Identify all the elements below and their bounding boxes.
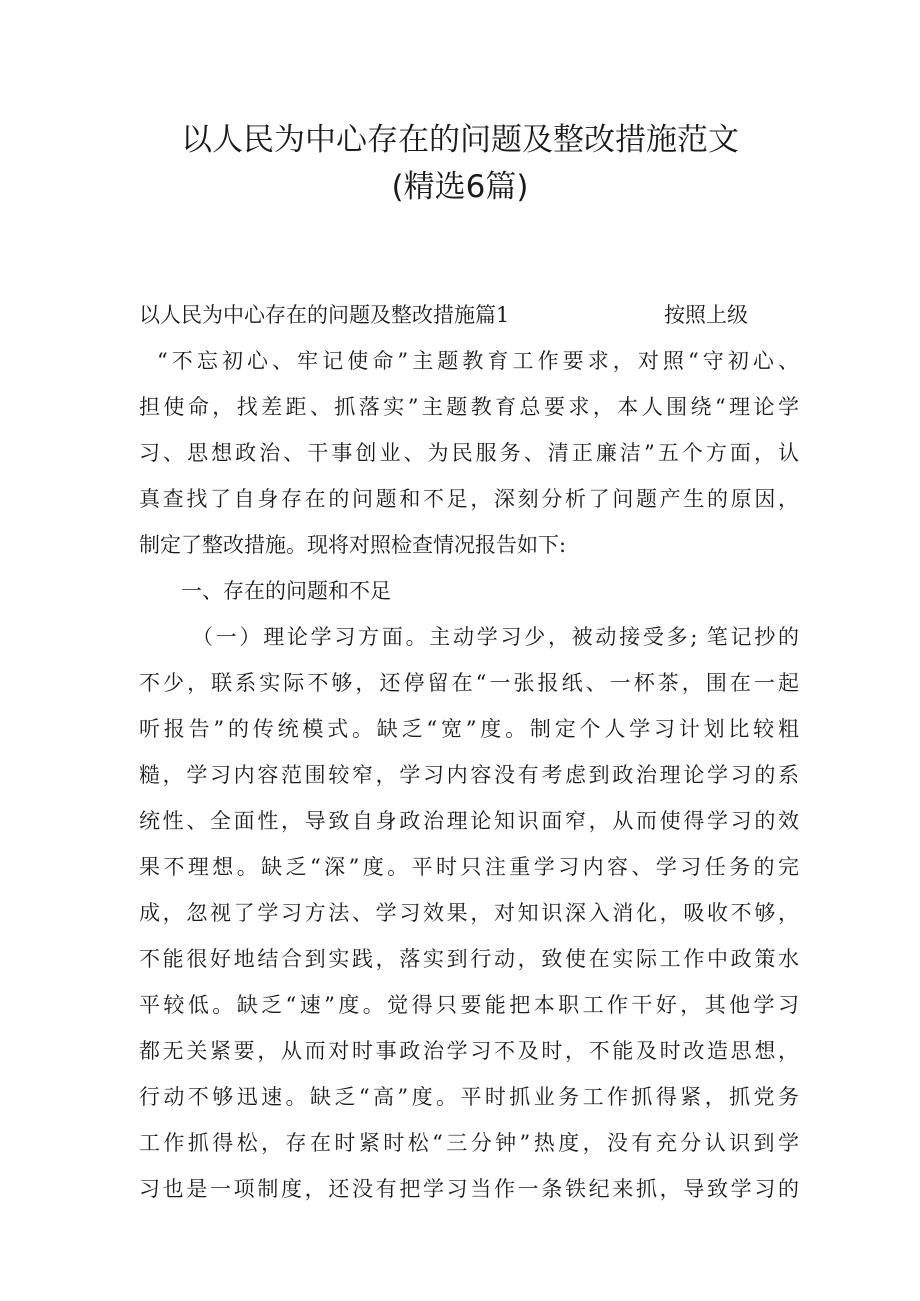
paragraph-line: 不少，联系实际不够，还停留在“一张报纸、一杯茶，围在一起 (139, 671, 799, 695)
subheading-problems: 一、存在的问题和不足 (181, 579, 391, 603)
document-subtitle: (精选6篇) (391, 169, 529, 205)
paragraph-line: 果不理想。缺乏“深”度。平时只注重学习内容、学习任务的完 (139, 855, 799, 879)
paragraph-line: 真查找了自身存在的问题和不足，深刻分析了问题产生的原因， (139, 487, 799, 511)
paragraph-line: 习、思想政治、干事创业、为民服务、清正廉洁”五个方面，认 (139, 441, 799, 465)
paragraph-line: 成，忽视了学习方法、学习效果，对知识深入消化，吸收不够， (139, 901, 799, 925)
paragraph-line: 平较低。缺乏“速”度。觉得只要能把本职工作干好，其他学习 (139, 993, 799, 1017)
paragraph-line: 糙，学习内容范围较窄，学习内容没有考虑到政治理论学习的系 (139, 763, 799, 787)
paragraph-line: 担使命，找差距、抓落实”主题教育总要求，本人围绕“理论学 (139, 395, 799, 419)
paragraph-line: （一）理论学习方面。主动学习少，被动接受多; 笔记抄的 (192, 625, 799, 649)
paragraph-line: 行动不够迅速。缺乏“高”度。平时抓业务工作抓得紧，抓党务 (139, 1085, 799, 1109)
paragraph-line: 制定了整改措施。现将对照检查情况报告如下: (139, 533, 567, 557)
paragraph-line: “不忘初心、牢记使命”主题教育工作要求，对照“守初心、 (157, 349, 799, 373)
document-body (139, 292, 799, 1212)
section-heading-line (139, 292, 799, 338)
section-heading-tail: 按照上级 (664, 303, 748, 327)
section-heading: 以人民为中心存在的问题及整改措施篇1 (139, 303, 510, 327)
paragraph-line: 不能很好地结合到实践，落实到行动，致使在实际工作中政策水 (139, 947, 799, 971)
paragraph-line: 听报告”的传统模式。缺乏“宽”度。制定个人学习计划比较粗 (139, 717, 799, 741)
document-title: 以人民为中心存在的问题及整改措施范文 (181, 122, 739, 158)
paragraph-line: 统性、全面性，导致自身政治理论知识面窄，从而使得学习的效 (139, 809, 799, 833)
paragraph-line: 习也是一项制度，还没有把学习当作一条铁纪来抓，导致学习的 (139, 1177, 799, 1201)
paragraph-line: 工作抓得松，存在时紧时松“三分钟”热度，没有充分认识到学 (139, 1131, 799, 1155)
paragraph-line: 都无关紧要，从而对时事政治学习不及时，不能及时改造思想， (139, 1039, 799, 1063)
